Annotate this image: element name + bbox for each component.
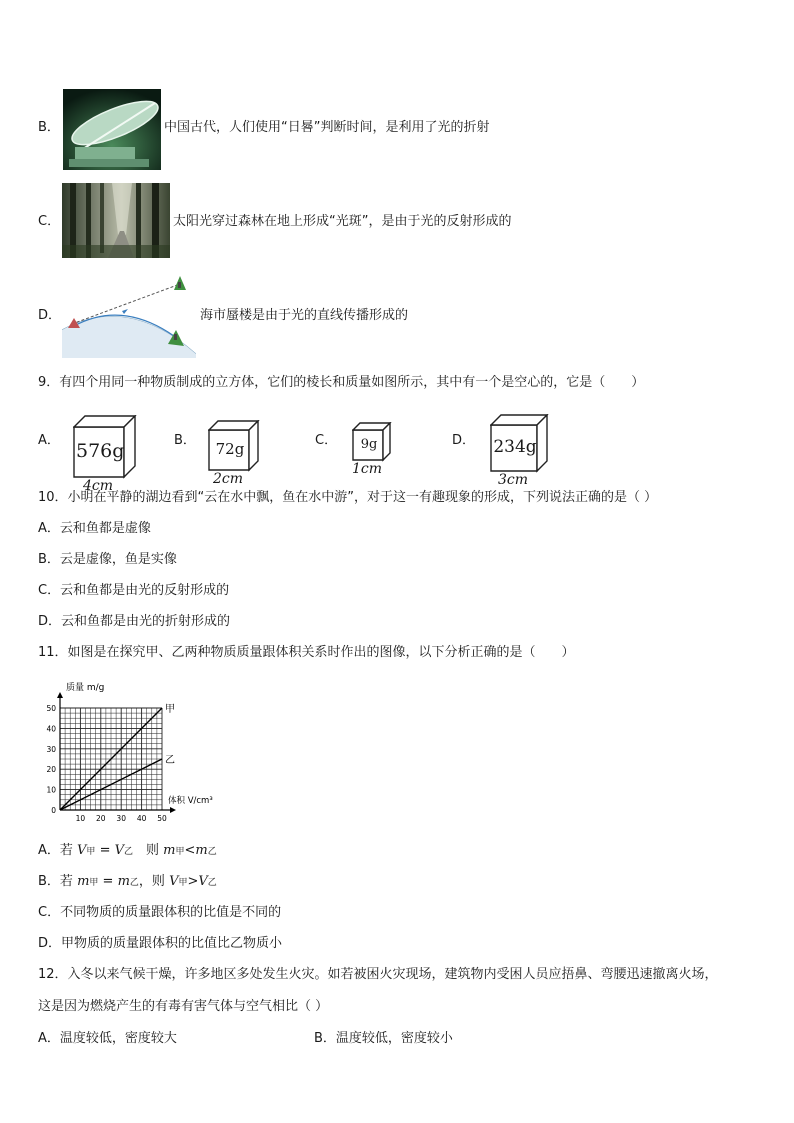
y-tick-label: 20 [46,765,56,775]
q8-option-d-label: D． [38,308,62,323]
q8-option-d-text: 海市蜃楼是由于光的直线传播形成的 [200,308,409,323]
sundial-photo [63,89,161,170]
cube-mass-label: 9g [360,436,378,452]
y-tick-label: 0 [51,806,56,815]
q12-option-a: A．温度较低，密度较大 [38,1031,177,1046]
cube-edge-label: 3cm [497,472,529,488]
x-tick-label: 40 [136,814,147,823]
series-label: 甲 [165,704,175,715]
q10-option-d: D．云和鱼都是由光的折射形成的 [38,614,231,629]
cube-mass-label: 576g [76,439,125,462]
y-tick-label: 10 [46,785,56,795]
forest-light-photo [62,183,170,258]
q9-stem: 9．有四个用同一种物质制成的立方体，它们的棱长和质量如图所示，其中有一个是空心的，它是（ ） [38,375,645,390]
mass-volume-chart [40,676,240,828]
cube-edge-label: 4cm [82,478,114,494]
q11-option-d: D．甲物质的质量跟体积的比值比乙物质小 [38,936,283,951]
x-tick-label: 20 [96,814,106,823]
q8-option-c-label: C． [38,214,61,229]
q8-option-b-label: B． [38,120,60,135]
q8-option-b-text: 中国古代，人们使用“日晷”判断时间，是利用了光的折射 [164,120,490,135]
q11-stem: 11．如图是在探究甲、乙两种物质质量跟体积关系时作出的图像，以下分析正确的是（ ） [38,645,575,660]
q9-option-label: A． [38,433,60,448]
chart-ylabel: 质量 m/g [66,683,105,693]
q11-option-c: C．不同物质的质量跟体积的比值是不同的 [38,905,282,920]
q12-stem-line1: 12．入冬以来气候干燥，许多地区多处发生火灾。如若被困火灾现场，建筑物内受困人员应捂鼻、弯腰迅速撤离火场， [38,967,718,982]
q12-stem-line2: 这是因为燃烧产生的有毒有害气体与空气相比（ ） [38,999,329,1014]
q9-option-label: B． [174,433,196,448]
cube-mass-label: 72g [215,439,245,458]
y-axis-arrow [57,692,63,698]
q10-stem: 10．小明在平静的湖边看到“云在水中飘，鱼在水中游”，对于这一有趣现象的形成，下列说法正确的是（ ） [38,490,658,505]
q11-option-b: B．若 m甲 = m乙，则 V甲>V乙 [38,874,217,889]
x-tick-label: 50 [157,814,167,823]
q12-option-b: B．温度较低，密度较小 [314,1031,453,1046]
q10-option-a: A．云和鱼都是虚像 [38,521,151,536]
x-tick-label: 10 [75,814,86,823]
y-tick-label: 30 [46,744,56,754]
y-tick-label: 50 [46,704,56,713]
mirage-diagram [62,274,196,358]
q10-option-b: B．云是虚像，鱼是实像 [38,552,177,567]
y-tick-label: 40 [46,724,56,734]
q8-option-c-text: 太阳光穿过森林在地上形成“光斑”，是由于光的反射形成的 [173,214,512,229]
cube-edge-label: 1cm [352,461,383,477]
series-label: 乙 [165,755,175,766]
cube-edge-label: 2cm [212,471,244,487]
x-tick-label: 30 [116,814,126,823]
cube-mass-label: 234g [493,436,537,457]
q9-option-label: D． [452,433,476,448]
x-axis-arrow [170,807,176,813]
q11-option-a: A．若 V甲 = V乙 则 m甲<m乙 [38,843,217,858]
q9-option-label: C． [315,433,338,448]
chart-xlabel: 体积 V/cm³ [168,796,213,806]
q10-option-c: C．云和鱼都是由光的反射形成的 [38,583,230,598]
